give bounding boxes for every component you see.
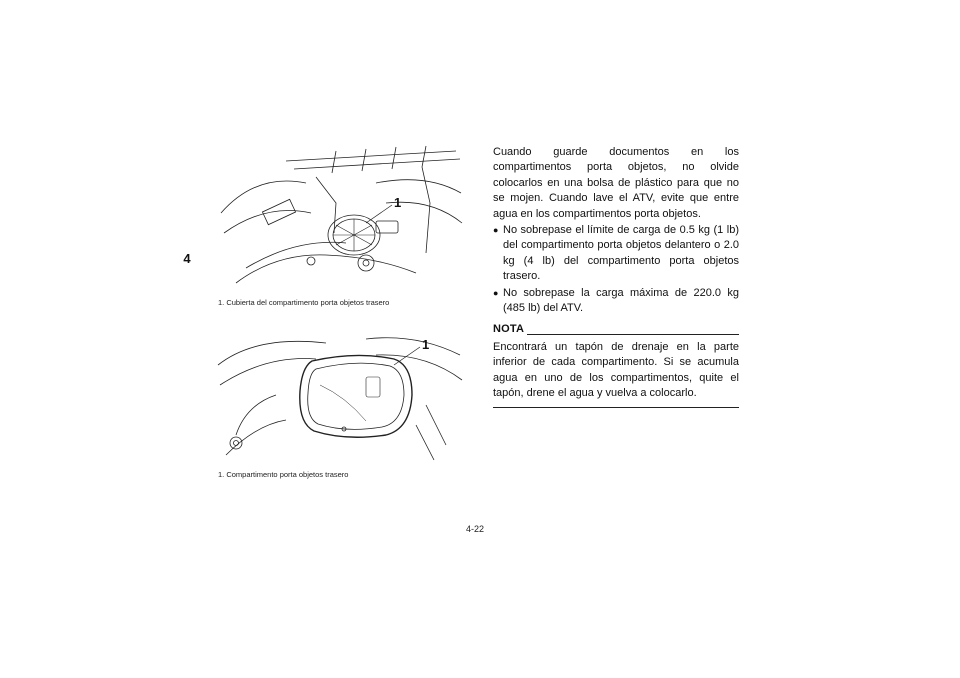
body-text-column (493, 145, 739, 408)
rear-storage-cover-illustration (216, 143, 464, 293)
chapter-tab: 4 (178, 244, 196, 272)
list-item (493, 286, 739, 317)
bullet-text: No sobrepase el límite de carga de 0.5 kg (1 lb) del compartimento porta objetos delantero o 2.0 kg (4 lb) del compartimento porta objetos trasero. (503, 224, 739, 283)
note-header (493, 322, 739, 337)
page-number: 4-22 (466, 524, 485, 534)
figure1-caption: 1. Cubierta del compartimento porta objetos trasero (218, 298, 390, 307)
note-rule (527, 334, 739, 335)
figure2-caption: 1. Compartimento porta objetos trasero (218, 470, 349, 479)
intro-paragraph: Cuando guarde documentos en los compartimentos porta objetos, no olvide colocarlos en una bolsa de plástico para que no se mojen. Cuando lave el ATV, evite que entre agua en los compartimentos porta objetos. (493, 146, 739, 220)
note-end-rule (493, 407, 739, 408)
figure-rear-storage-cover (216, 143, 464, 293)
callout-1: 1 (422, 337, 430, 352)
note-text: Encontrará un tapón de drenaje en la parte inferior de cada compartimento. Si se acumula agua en uno de los compartimentos, quite el tapón, drene el agua y vuelva a colocarlo. (493, 340, 739, 400)
bullet-text: No sobrepase la carga máxima de 220.0 kg (485 lb) del ATV. (503, 286, 739, 315)
filled-circle-bullet-icon: ● (493, 287, 499, 298)
callout-1: 1 (394, 195, 402, 210)
filled-circle-bullet-icon: ● (493, 225, 499, 236)
note-label: NOTA (493, 323, 525, 336)
figure-rear-storage-compartment (216, 325, 464, 465)
list-item (493, 223, 739, 285)
rear-storage-compartment-illustration (216, 325, 464, 465)
